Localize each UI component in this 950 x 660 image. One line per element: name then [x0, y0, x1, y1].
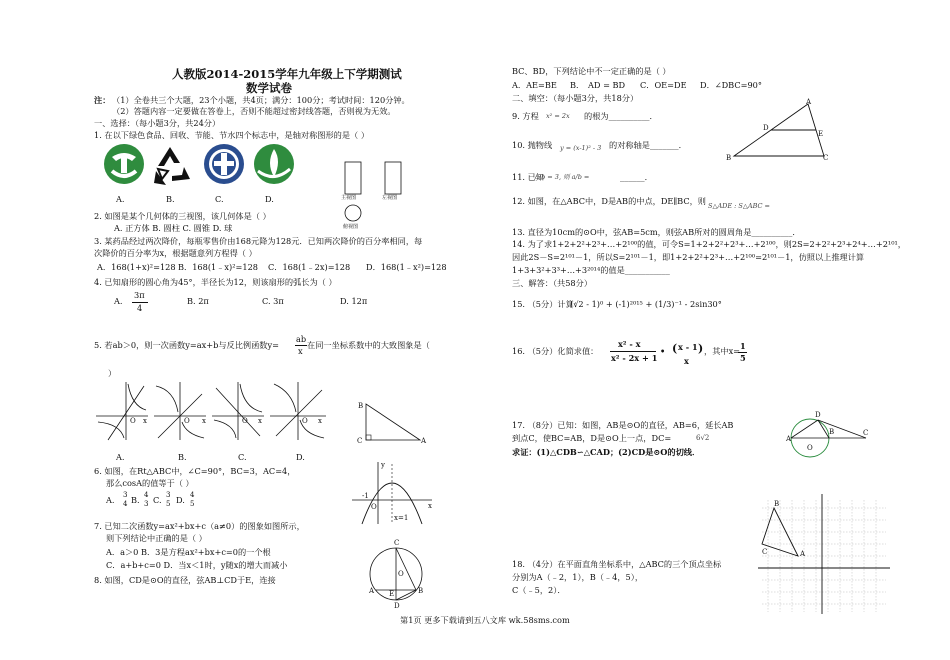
- notes-label: 注：: [94, 95, 111, 105]
- fig-label-x: x: [428, 502, 432, 510]
- q11-text: 11. 已知: [512, 172, 544, 182]
- q9-text-b: 的根为__________．: [584, 111, 658, 121]
- q1-text: 1. 在以下绿色食品、回收、节能、节水四个标志中，是轴对称图形的是（ ）: [94, 130, 370, 140]
- q1-opt-a: A.: [116, 194, 125, 204]
- q2-text: 2. 如图是某个几何体的三视图，该几何体是（ ）: [94, 211, 271, 221]
- q7-text-c: A．a＞0 B．3是方程ax²+bx+c=0的一个根: [106, 547, 271, 557]
- q12-label-b: B: [726, 154, 732, 162]
- q14-text-a: 14. 为了求1+2+2²+2³+…+2¹⁰⁰的值，可令S=1+2+2²+2³+…+2¹⁰⁰，则2S=2+2²+2³+2⁴+…+2¹⁰¹，: [512, 239, 906, 249]
- q12-expr: S△ADE : S△ABC =: [708, 202, 770, 210]
- q17-label-c: C: [863, 429, 869, 437]
- q15-text: 15. （5分）计算：: [512, 299, 582, 309]
- q5-frac-den: x: [298, 346, 303, 356]
- section-solve: 三、解答：（共58分）: [512, 278, 593, 288]
- q16-tail: ，其中x=: [704, 346, 741, 356]
- q6-a-num: 3: [123, 491, 128, 499]
- q17-label-b: B: [829, 428, 835, 436]
- q3-opt-d: D．168(1﹣x²)=128: [366, 262, 447, 272]
- fig-label-o: O: [371, 503, 377, 511]
- q4-text: 4. 已知扇形的圆心角为45°，半径长为12，则该扇形的弧长为（ ）: [94, 277, 337, 287]
- q7-text-d: C．a+b+c=0 D．当x＜1时，y随x的增大而减小: [106, 560, 288, 570]
- q3-opt-a: A．168(1+x)²=128: [97, 262, 176, 272]
- q3-text-a: 3. 某药品经过两次降价，每瓶零售价由168元降为128元．已知两次降价的百分率相同，每: [94, 236, 423, 246]
- q12-label-a: A: [806, 98, 812, 106]
- q6-b-den: 3: [144, 500, 149, 508]
- q16-den: x² - 2x + 1: [611, 353, 658, 363]
- q6-opt-d: D.: [176, 495, 185, 505]
- q6-opt-b: B.: [131, 495, 140, 505]
- fig-label-x1: x=1: [394, 514, 409, 522]
- q6-c-den: 5: [166, 500, 171, 508]
- q16-paren-open: (: [672, 342, 678, 355]
- svg-text:x: x: [143, 417, 147, 425]
- front-view-label: 主视图: [341, 195, 357, 201]
- q12-label-d: D: [763, 124, 769, 132]
- q10-text-b: 的对称轴是_______．: [609, 140, 687, 150]
- q16-text: 16. （5分）化简求值：: [512, 346, 599, 356]
- q16-num: x² - x: [618, 339, 641, 349]
- q14-text-c: 1+3+3²+3³+…+3²⁰¹⁴的值是___________: [512, 265, 670, 275]
- q16-mid: •: [660, 346, 666, 356]
- fig8-label-o: O: [398, 570, 404, 578]
- fig8-label-d: D: [394, 602, 400, 610]
- fig-label-neg1: -1: [362, 492, 369, 500]
- q18-text-a: 18. （4分）在平面直角坐标系中，△ABC的三个顶点坐标: [512, 559, 722, 569]
- graph-d: [270, 382, 326, 440]
- q10-text: 10. 抛物线: [512, 140, 553, 150]
- q5-opt-d: D.: [296, 452, 305, 462]
- q18-grid-figure: [758, 494, 892, 616]
- q8-opt-b: B．: [570, 80, 585, 90]
- q17-circle-figure: [786, 410, 870, 466]
- q9-text: 9. 方程: [512, 111, 539, 121]
- q12-label-c: C: [823, 154, 829, 162]
- q5-text-a: 5. 若ab＞0，则一次函数y=ax+b与反比例函数y=: [94, 340, 279, 350]
- q13-text: 13. 直径为10cm的⊙O中，弦AB=5cm，则弦AB所对的圆周角是__________．: [512, 227, 801, 237]
- graph-c: [212, 382, 264, 440]
- q6-text-b: 那么cosA的值等于（ ）: [106, 478, 194, 488]
- fig8-label-b: B: [418, 587, 424, 595]
- q1-opt-b: B.: [166, 194, 175, 204]
- q4-opt-a-num: 3π: [134, 290, 145, 300]
- svg-text:x: x: [258, 417, 262, 425]
- svg-text:O: O: [130, 417, 136, 425]
- q16-paren-close: ): [698, 342, 704, 355]
- q8-opt-c: C．OE=DE: [640, 80, 687, 90]
- q17-label-d: D: [815, 411, 821, 419]
- svg-text:O: O: [184, 417, 190, 425]
- q4-opt-a: A.: [114, 296, 123, 306]
- svg-text:O: O: [242, 417, 248, 425]
- green-food-logo-icon: [104, 144, 144, 184]
- q6-c-num: 3: [166, 491, 171, 499]
- q16-val-den: 5: [740, 353, 746, 363]
- page-footer: 第1页 更多下载请到五八文库 wk.58sms.com: [400, 615, 570, 625]
- fig-label-c: C: [357, 437, 363, 445]
- q5-opt-a: A.: [116, 452, 125, 462]
- q17-label-o: O: [807, 444, 813, 452]
- q3-opt-b: B．168(1﹣x)²=128: [178, 262, 259, 272]
- side-view-label: 左视图: [382, 195, 398, 201]
- q6-opt-c: C.: [153, 495, 162, 505]
- fig-label-b: B: [358, 402, 364, 410]
- q5-opt-b: B.: [178, 452, 187, 462]
- q17-label-a: A: [786, 435, 792, 443]
- q2-options: A. 正方体 B. 圆柱 C. 圆锥 D. 球: [114, 223, 233, 233]
- q6-a-den: 4: [123, 500, 128, 508]
- q15-expr: (√2 - 1)⁰ + (-1)²⁰¹⁵ + (1/3)⁻¹ - 2sin30°: [570, 299, 722, 309]
- water-saving-logo-icon: [254, 144, 294, 184]
- svg-text:x: x: [202, 417, 206, 425]
- q16-frac-line: [610, 351, 656, 352]
- q10-expr: y = (x-1)² - 3: [560, 144, 602, 152]
- q1-opt-d: D.: [265, 194, 274, 204]
- q4-opt-c: C. 3π: [262, 296, 284, 306]
- q1-opt-c: C.: [215, 194, 224, 204]
- q8-opt-d: D．∠DBC=90°: [700, 80, 762, 90]
- note-1: （1）全卷共三个大题，23个小题，共4页；满分：100分；考试时间：120分钟。: [112, 95, 410, 105]
- page-title: 人教版2014-2015学年九年级上下学期测试: [172, 67, 402, 81]
- q5-opt-c: C.: [238, 452, 247, 462]
- q5-frac-num: ab: [296, 334, 307, 344]
- q11-text-b: ______．: [620, 172, 653, 182]
- svg-text:O: O: [302, 417, 308, 425]
- q11-expr: a/b = 3, 则 a/b =: [535, 173, 590, 181]
- q17-text-c: 求证：(1)△CDB∽△CAD；(2)CD是⊙O的切线．: [512, 447, 701, 457]
- fig-label-a: A: [421, 437, 427, 445]
- q6-d-den: 5: [190, 500, 195, 508]
- q4-opt-d: D. 12π: [340, 296, 368, 306]
- q6-opt-a: A.: [106, 495, 115, 505]
- top-view-label: 俯视图: [343, 224, 359, 230]
- recycle-logo-icon: [154, 147, 190, 185]
- q18-text-c: C（﹣5，2）．: [512, 585, 566, 595]
- q18-label-c: C: [762, 548, 768, 556]
- graph-b: [154, 382, 206, 440]
- svg-text:x: x: [318, 417, 322, 425]
- q8-circle-figure: [366, 540, 428, 608]
- q14-text-b: 因此2S－S=2¹⁰¹－1，所以S=2¹⁰¹－1，即1+2+2²+2³+…+2¹⁰⁰=2¹⁰¹－1，仿照以上推理计算: [512, 252, 865, 262]
- q6-b-num: 4: [144, 491, 149, 499]
- q17-sqrt: 6√2: [696, 434, 710, 442]
- q16-paren-den: x: [684, 356, 689, 366]
- q8-text-b: BC、BD，下列结论中不一定正确的是（ ）: [512, 66, 671, 76]
- note-2: （2）答题内容一定要做在答卷上，否则不能超过密封线答题，否则视为无效。: [112, 106, 396, 116]
- q12-text: 12. 如图，在△ABC中，D是AB的中点，DE∥BC，则: [512, 196, 706, 206]
- page-subtitle: 数学试卷: [246, 81, 292, 95]
- graph-a: [96, 382, 148, 440]
- q17-text-b: 到点C，使BC=AB，D是⊙O上一点，DC=: [512, 433, 672, 443]
- q16-val-num: 1: [740, 341, 746, 351]
- q6-triangle-figure: [356, 400, 428, 448]
- q5-text-c: ）: [108, 368, 117, 378]
- q18-label-b: B: [774, 500, 780, 508]
- section-fill: 二、填空：（每小题3分，共18分）: [512, 93, 639, 103]
- fig8-label-a: A: [369, 587, 375, 595]
- q7-text-b: 则下列结论中正确的是（ ）: [106, 533, 207, 543]
- q5-graphs: [96, 382, 336, 442]
- q1-logos: [102, 143, 292, 189]
- q3-opt-c: C．168(1﹣2x)=128: [268, 262, 351, 272]
- q4-opt-b: B. 2π: [187, 296, 209, 306]
- q4-opt-a-den: 4: [137, 303, 143, 313]
- q8-opt-b-text: AD = BD: [588, 80, 626, 90]
- fig8-label-e: E: [389, 590, 395, 598]
- fig-label-y: y: [381, 461, 385, 469]
- q7-parabola-figure: [352, 458, 434, 528]
- q6-text-a: 6. 如图，在Rt△ABC中，∠C=90°，BC=3，AC=4，: [94, 466, 296, 476]
- q3-text-b: 次降价的百分率为x，根据题意列方程得（ ）: [94, 248, 257, 258]
- q12-triangle-figure: [726, 98, 832, 164]
- q18-label-a: A: [800, 550, 806, 558]
- q17-text-a: 17. （8分）已知：如图，AB是⊙O的直径，AB=6，延长AB: [512, 420, 734, 430]
- q7-text-a: 7. 已知二次函数y=ax²+bx+c（a≠0）的图象如图所示，: [94, 521, 305, 531]
- q8-opt-a: A．AE=BE: [512, 80, 557, 90]
- energy-saving-logo-icon: [204, 144, 244, 184]
- q18-text-b: 分别为A（﹣2，1），B（﹣4，5），: [512, 572, 644, 582]
- fig8-label-c: C: [394, 539, 400, 547]
- q12-label-e: E: [818, 130, 824, 138]
- q8-text: 8. 如图，CD是⊙O的直径，弦AB⊥CD于E，连接: [94, 575, 276, 585]
- q6-d-num: 4: [190, 491, 195, 499]
- q9-expr: x² = 2x: [546, 112, 570, 120]
- q5-text-b: 在同一坐标系数中的大致图象是（: [307, 340, 430, 350]
- section-choice: 一、选择：（每小题3分，共24分）: [94, 118, 221, 128]
- q16-paren-num: x - 1: [678, 342, 698, 352]
